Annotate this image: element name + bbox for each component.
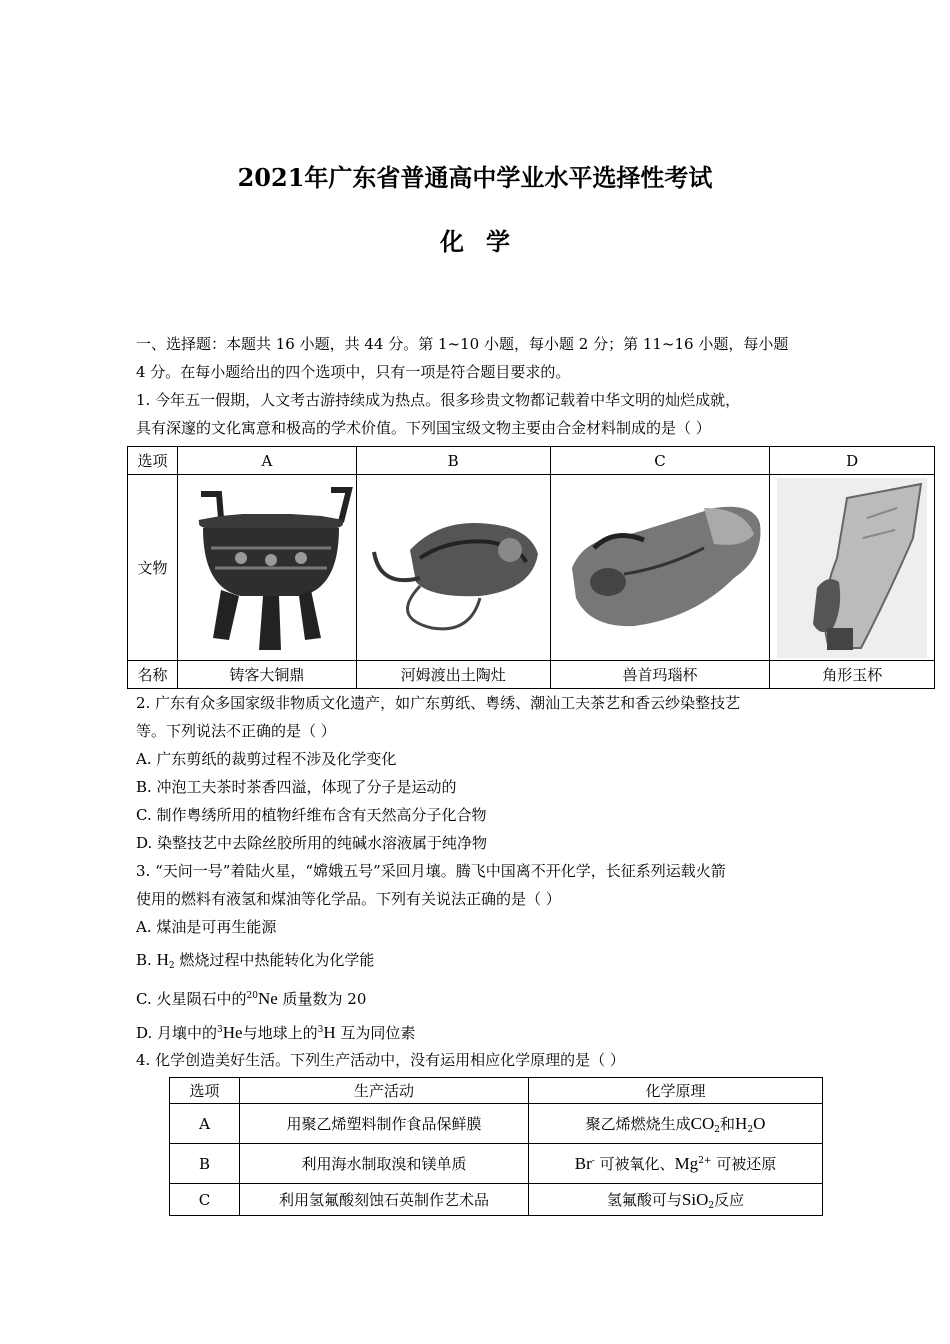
q4-row-c-principle xyxy=(529,1184,823,1216)
q2-stem-line1: 2. 广东有众多国家级非物质文化遗产，如广东剪纸、粤绣、潮汕工夫茶艺和香云纱染整技艺 xyxy=(136,694,741,712)
co2-subscript: 2 xyxy=(714,1124,721,1135)
q2-option-b: B. 冲泡工夫茶时茶香四溢，体现了分子是运动的 xyxy=(136,778,457,796)
h2o-formula-o: O xyxy=(753,1113,766,1133)
h2o-subscript: 2 xyxy=(747,1124,754,1135)
agate-cup-image xyxy=(550,475,770,661)
q4-row-b-activity: 利用海水制取溴和镁单质 xyxy=(240,1144,529,1184)
exam-title: 2021年广东省普通高中学业水平选择性考试 xyxy=(237,163,713,192)
q3-option-a: A. 煤油是可再生能源 xyxy=(136,918,277,936)
section-intro-line2: 4 分。在每小题给出的四个选项中，只有一项是符合题目要求的。 xyxy=(136,363,571,381)
q3-option-d-text3: 互为同位素 xyxy=(335,1024,416,1042)
artifact-name-c: 兽首玛瑙杯 xyxy=(550,661,770,689)
pottery-stove-image xyxy=(356,475,550,661)
principle-b-text1: 可被氧化、 xyxy=(594,1155,675,1173)
column-b-header: B xyxy=(356,447,550,475)
q4-stem: 4. 化学创造美好生活。下列生产活动中，没有运用相应化学原理的是（ ） xyxy=(136,1051,625,1069)
helium-symbol: He xyxy=(222,1023,243,1042)
q2-option-c: C. 制作粤绣所用的植物纤维布含有天然高分子化合物 xyxy=(136,806,487,824)
hydrogen-formula: H xyxy=(156,950,169,969)
column-c-header: C xyxy=(550,447,770,475)
neon-mass-number: 20 xyxy=(246,991,258,1001)
hydrogen-symbol: H xyxy=(323,1023,336,1042)
q4-row-c-activity: 利用氢氟酸刻蚀石英制作艺术品 xyxy=(240,1184,529,1216)
q4-header-option: 选项 xyxy=(170,1078,240,1104)
principle-a-and: 和 xyxy=(720,1114,736,1133)
row-label-option: 选项 xyxy=(128,447,178,475)
q3-option-c xyxy=(136,986,366,1009)
helium-mass-number: 3 xyxy=(217,1025,223,1035)
column-a-header: A xyxy=(177,447,356,475)
q4-row-a-option: A xyxy=(170,1104,240,1144)
jade-horn-cup-image xyxy=(770,475,935,661)
q4-header-principle: 化学原理 xyxy=(529,1078,823,1104)
artifact-name-b: 河姆渡出土陶灶 xyxy=(356,661,550,689)
row-label-artifact: 文物 xyxy=(128,475,178,661)
q3-option-b xyxy=(136,950,374,976)
q4-row-a-principle xyxy=(529,1104,823,1144)
q1-stem-line1: 1. 今年五一假期，人文考古游持续成为热点。很多珍贵文物都记载着中华文明的灿烂成就， xyxy=(136,391,741,409)
bromide-charge: - xyxy=(591,1156,595,1166)
q3-stem-line2: 使用的燃料有液氢和煤油等化学品。下列有关说法正确的是（ ） xyxy=(136,890,561,908)
q3-stem-line1: 3. “天问一号”着陆火星，“嫦娥五号”采回月壤。腾飞中国离不开化学，长征系列运载火箭 xyxy=(136,862,726,880)
magnesium-charge: 2+ xyxy=(698,1156,712,1166)
subject-title: 化学 xyxy=(440,227,532,256)
sio2-subscript: 2 xyxy=(708,1200,715,1211)
q3-option-d xyxy=(136,1020,415,1043)
principle-b-text2: 可被还原 xyxy=(711,1155,777,1173)
q2-option-a: A. 广东剪纸的裁剪过程不涉及化学变化 xyxy=(136,750,397,768)
q3-option-b-label: B. xyxy=(136,951,157,969)
row-label-name: 名称 xyxy=(128,661,178,689)
q4-row-c-option: C xyxy=(170,1184,240,1216)
q4-header-activity: 生产活动 xyxy=(240,1078,529,1104)
q3-option-d-text2: 与地球上的 xyxy=(242,1024,318,1042)
q4-principle-table xyxy=(169,1077,823,1216)
co2-formula: CO xyxy=(690,1113,715,1133)
neon-symbol: Ne xyxy=(257,989,278,1008)
q2-stem-line2: 等。下列说法不正确的是（ ） xyxy=(136,722,336,740)
q1-stem-line2: 具有深邃的文化寓意和极高的学术价值。下列国宝级文物主要由合金材料制成的是（ ） xyxy=(136,419,711,437)
artifact-name-a: 铸客大铜鼎 xyxy=(177,661,356,689)
q4-row-a-activity: 用聚乙烯塑料制作食品保鲜膜 xyxy=(240,1104,529,1144)
q3-option-d-text1: D. 月壤中的 xyxy=(136,1024,218,1042)
principle-c-text2: 反应 xyxy=(714,1190,745,1209)
q4-row-b-principle xyxy=(529,1144,823,1184)
artifact-name-d: 角形玉杯 xyxy=(770,661,935,689)
h2o-formula-h: H xyxy=(735,1113,748,1133)
q3-option-c-text2: 质量数为 20 xyxy=(277,990,367,1008)
principle-c-text1: 氢氟酸可与 xyxy=(606,1190,682,1209)
principle-a-text: 聚乙烯燃烧生成 xyxy=(585,1114,691,1133)
hydrogen-subscript: 2 xyxy=(168,961,175,971)
q3-option-c-text1: C. 火星陨石中的 xyxy=(136,990,247,1008)
column-d-header: D xyxy=(770,447,935,475)
bronze-ding-image xyxy=(177,475,356,661)
magnesium-symbol: Mg xyxy=(674,1154,699,1173)
hydrogen-mass-number: 3 xyxy=(317,1025,324,1035)
q1-artifact-table xyxy=(127,446,935,689)
q2-option-d: D. 染整技艺中去除丝胶所用的纯碱水溶液属于纯净物 xyxy=(136,834,488,852)
q4-row-b-option: B xyxy=(170,1144,240,1184)
bromide-symbol: Br xyxy=(574,1154,592,1173)
section-intro-line1: 一、选择题：本题共 16 小题，共 44 分。第 1~10 小题，每小题 2 分；第 11~16 小题，每小题 xyxy=(136,335,789,353)
q3-option-b-text: 燃烧过程中热能转化为化学能 xyxy=(174,951,375,969)
sio2-formula: SiO xyxy=(681,1189,709,1209)
